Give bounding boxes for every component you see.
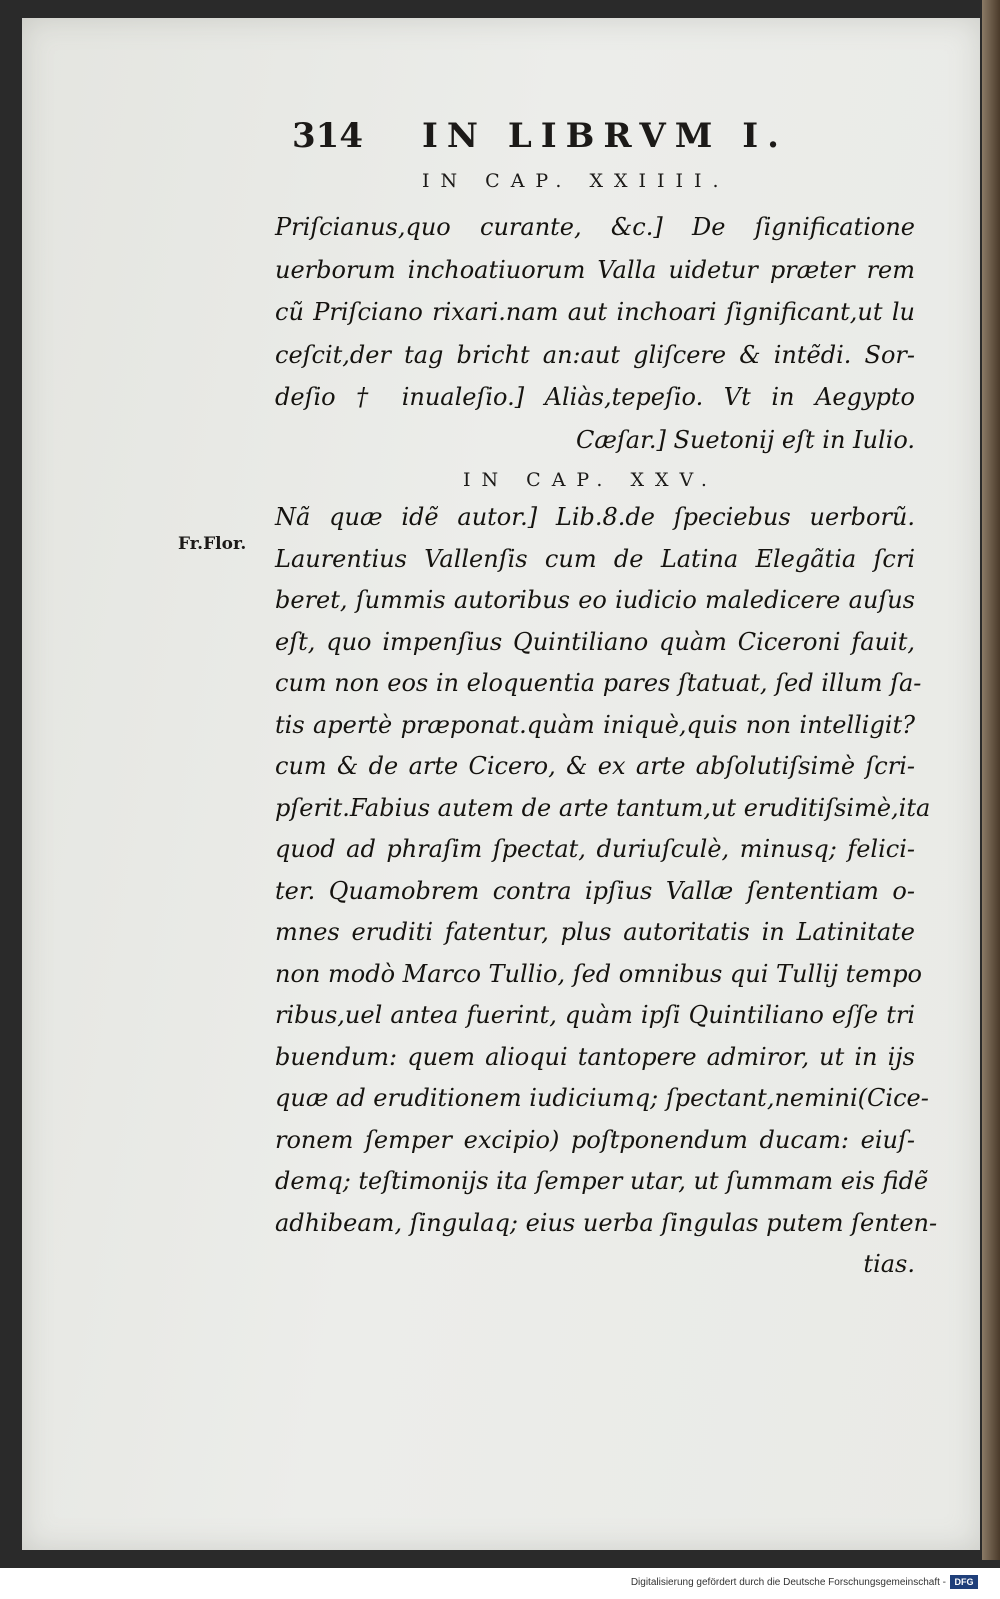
marginal-note: Fr.Flor. [178, 534, 247, 554]
section-heading-cap-25: IN CAP. XXV. [463, 469, 718, 491]
text-line: ronem ſemper excipio) poſtponendum ducam: eiuſ- [275, 1125, 915, 1154]
text-line: eſt, quo impenſius Quintiliano quàm Ciceroni fauit, [275, 627, 915, 656]
text-line: mnes eruditi fatentur, plus autoritatis in Latinitate [275, 918, 915, 946]
text-line: Priſcianus,quo curante, &c.] De ſignificatione [275, 213, 915, 241]
text-line: demq; teſtimonijs ita ſemper utar, ut ſummam eis fidẽ [275, 1167, 929, 1195]
text-line: Nã quæ idẽ autor.] Lib.8.de ſpeciebus uerborũ. [275, 503, 915, 531]
text-line: uerborum inchoatiuorum Valla uidetur præter rem [275, 255, 915, 284]
text-line: tias. [863, 1250, 915, 1278]
text-line: buendum: quem alioqui tantopere admiror, ut in ijs [275, 1042, 915, 1071]
text-line: cũ Priſciano rixari.nam aut inchoari ſignificant,ut lu [275, 298, 915, 326]
running-head [272, 110, 872, 170]
text-line: beret, ſummis autoribus eo iudicio maledicere auſus [275, 586, 915, 614]
text-line: Laurentius Vallenſis cum de Latina Elegãtia ſcri [275, 544, 915, 573]
running-title: IN LIBRVM I. [422, 116, 789, 156]
funding-notice: Digitalisierung gefördert durch die Deutsche Forschungsgemeinschaft - [630, 1577, 946, 1588]
text-line: cum non eos in eloquentia pares ſtatuat, ſed illum ſa- [275, 669, 922, 697]
digitization-footer [0, 1568, 1000, 1599]
text-line: cum & de arte Cicero, & ex arte abſolutiſsimè ſcri- [275, 752, 915, 780]
text-line: Cæſar.] Suetonij eſt in Iulio. [575, 425, 915, 454]
text-line: non modò Marco Tullio, ſed omnibus qui Tullij tempo [275, 959, 923, 988]
folio-number: 314 [292, 116, 363, 156]
dfg-logo: DFG [950, 1575, 978, 1589]
text-line: deſio † inualeſio.] Aliàs,tepeſio. Vt in Aegypto [275, 383, 915, 411]
text-line: ter. Quamobrem contra ipſius Vallæ ſententiam o- [275, 876, 915, 905]
section-heading-cap-24: IN CAP. XXIIII. [422, 170, 730, 192]
text-line: quod ad phraſim ſpectat, duriuſculè, minusq; felici- [275, 835, 915, 863]
text-line: ceſcit,der tag bricht an:aut gliſcere & intẽdi. Sor- [275, 340, 915, 369]
text-line: pſerit.Fabius autem de arte tantum,ut eruditiſsimè,ita [275, 793, 931, 822]
text-line: quæ ad eruditionem iudiciumq; ſpectant,nemini(Cice- [275, 1084, 929, 1112]
text-line: tis apertè præponat.quàm iniquè,quis non intelligit? [275, 710, 915, 739]
text-line: adhibeam, ſingulaq; eius uerba ſingulas putem ſenten- [275, 1208, 938, 1237]
book-edge [982, 0, 1000, 1560]
text-line: ribus,uel antea fuerint, quàm ipſi Quintiliano eſſe tri [275, 1001, 915, 1029]
